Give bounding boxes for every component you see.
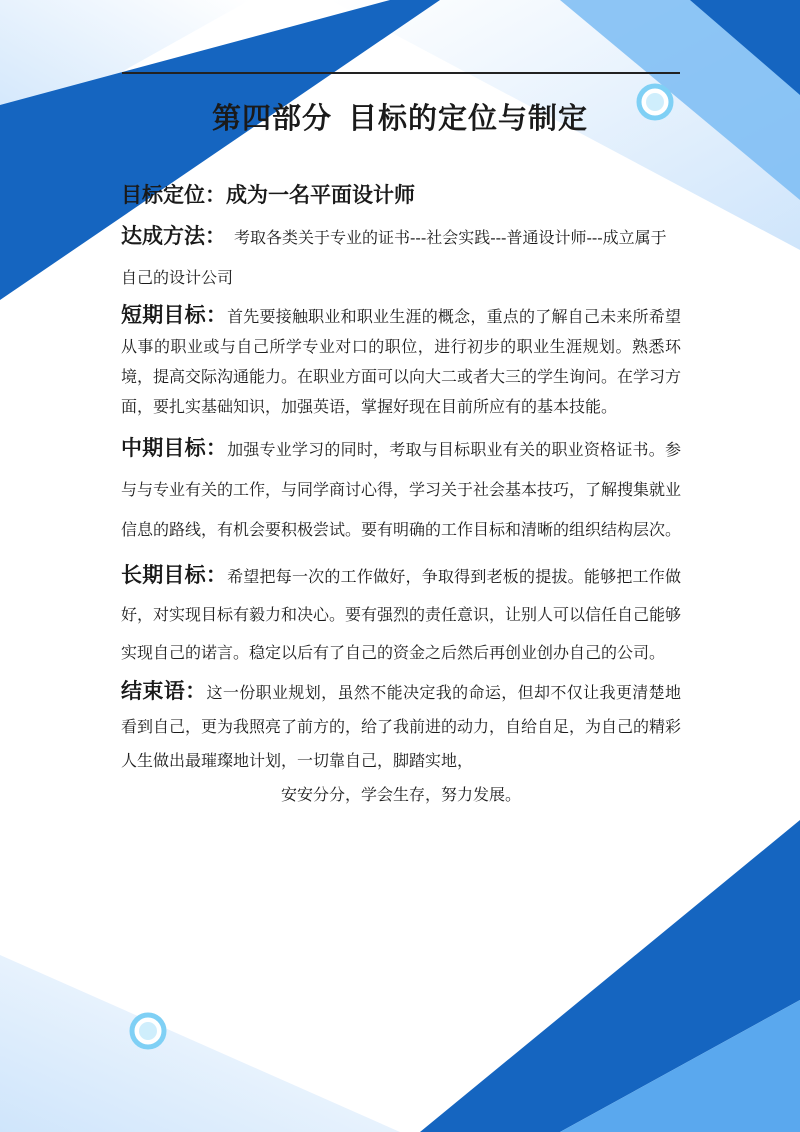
goal-positioning bbox=[121, 174, 681, 216]
short-term-paragraph bbox=[121, 300, 681, 422]
long-term-paragraph bbox=[121, 556, 681, 672]
mid-term-label: 中期目标： bbox=[121, 436, 228, 460]
goal-positioning-label: 目标定位： bbox=[121, 183, 226, 207]
closing-paragraph bbox=[121, 674, 681, 778]
section-heading: 目标的定位与制定 bbox=[348, 101, 589, 135]
section-title bbox=[0, 96, 800, 137]
document-body bbox=[121, 174, 681, 812]
short-term-text: 首先要接触职业和职业生涯的概念，重点的了解自己未来所希望从事的职业或与自己所学专业对口的职位，进行初步的职业生涯规划。熟悉环境，提高交际沟通能力。在职业方面可以向大二或者大三的学生询问。在学习方面，要扎实基础知识，加强英语，掌握好现在目前所应有的基本技能。 bbox=[121, 307, 682, 416]
mid-term-paragraph bbox=[121, 428, 681, 550]
closing-text: 这一份职业规划，虽然不能决定我的命运，但却不仅让我更清楚地看到自己，更为我照亮了前方的，给了我前进的动力，自给自足，为自己的精彩人生做出最璀璨地计划，一切靠自己，脚踏实地， bbox=[121, 683, 682, 770]
long-term-label: 长期目标： bbox=[121, 563, 228, 587]
section-number: 第四部分 bbox=[211, 101, 332, 135]
closing-last-line: 安安分分，学会生存，努力发展。 bbox=[280, 785, 521, 804]
method-label: 达成方法： bbox=[121, 224, 226, 248]
short-term-label: 短期目标： bbox=[121, 303, 228, 327]
closing-label: 结束语： bbox=[121, 679, 207, 703]
goal-positioning-value: 成为一名平面设计师 bbox=[226, 183, 415, 207]
mid-term-text: 加强专业学习的同时，考取与目标职业有关的职业资格证书。参与与专业有关的工作，与同学商讨心得，学习关于社会基本技巧，了解搜集就业信息的路线，有机会要积极尝试。要有明确的工作目标和清晰的组织结构层次。 bbox=[121, 440, 682, 539]
long-term-text: 希望把每一次的工作做好，争取得到老板的提拔。能够把工作做好，对实现目标有毅力和决心。要有强烈的责任意识，让别人可以信任自己能够实现自己的诺言。稳定以后有了自己的资金之后然后再创业创办自己的公司。 bbox=[121, 567, 682, 662]
method-text: 考取各类关于专业的证书---社会实践---普通设计师---成立属于自己的设计公司 bbox=[121, 228, 667, 287]
method-paragraph bbox=[121, 216, 681, 298]
header-rule bbox=[122, 72, 680, 74]
